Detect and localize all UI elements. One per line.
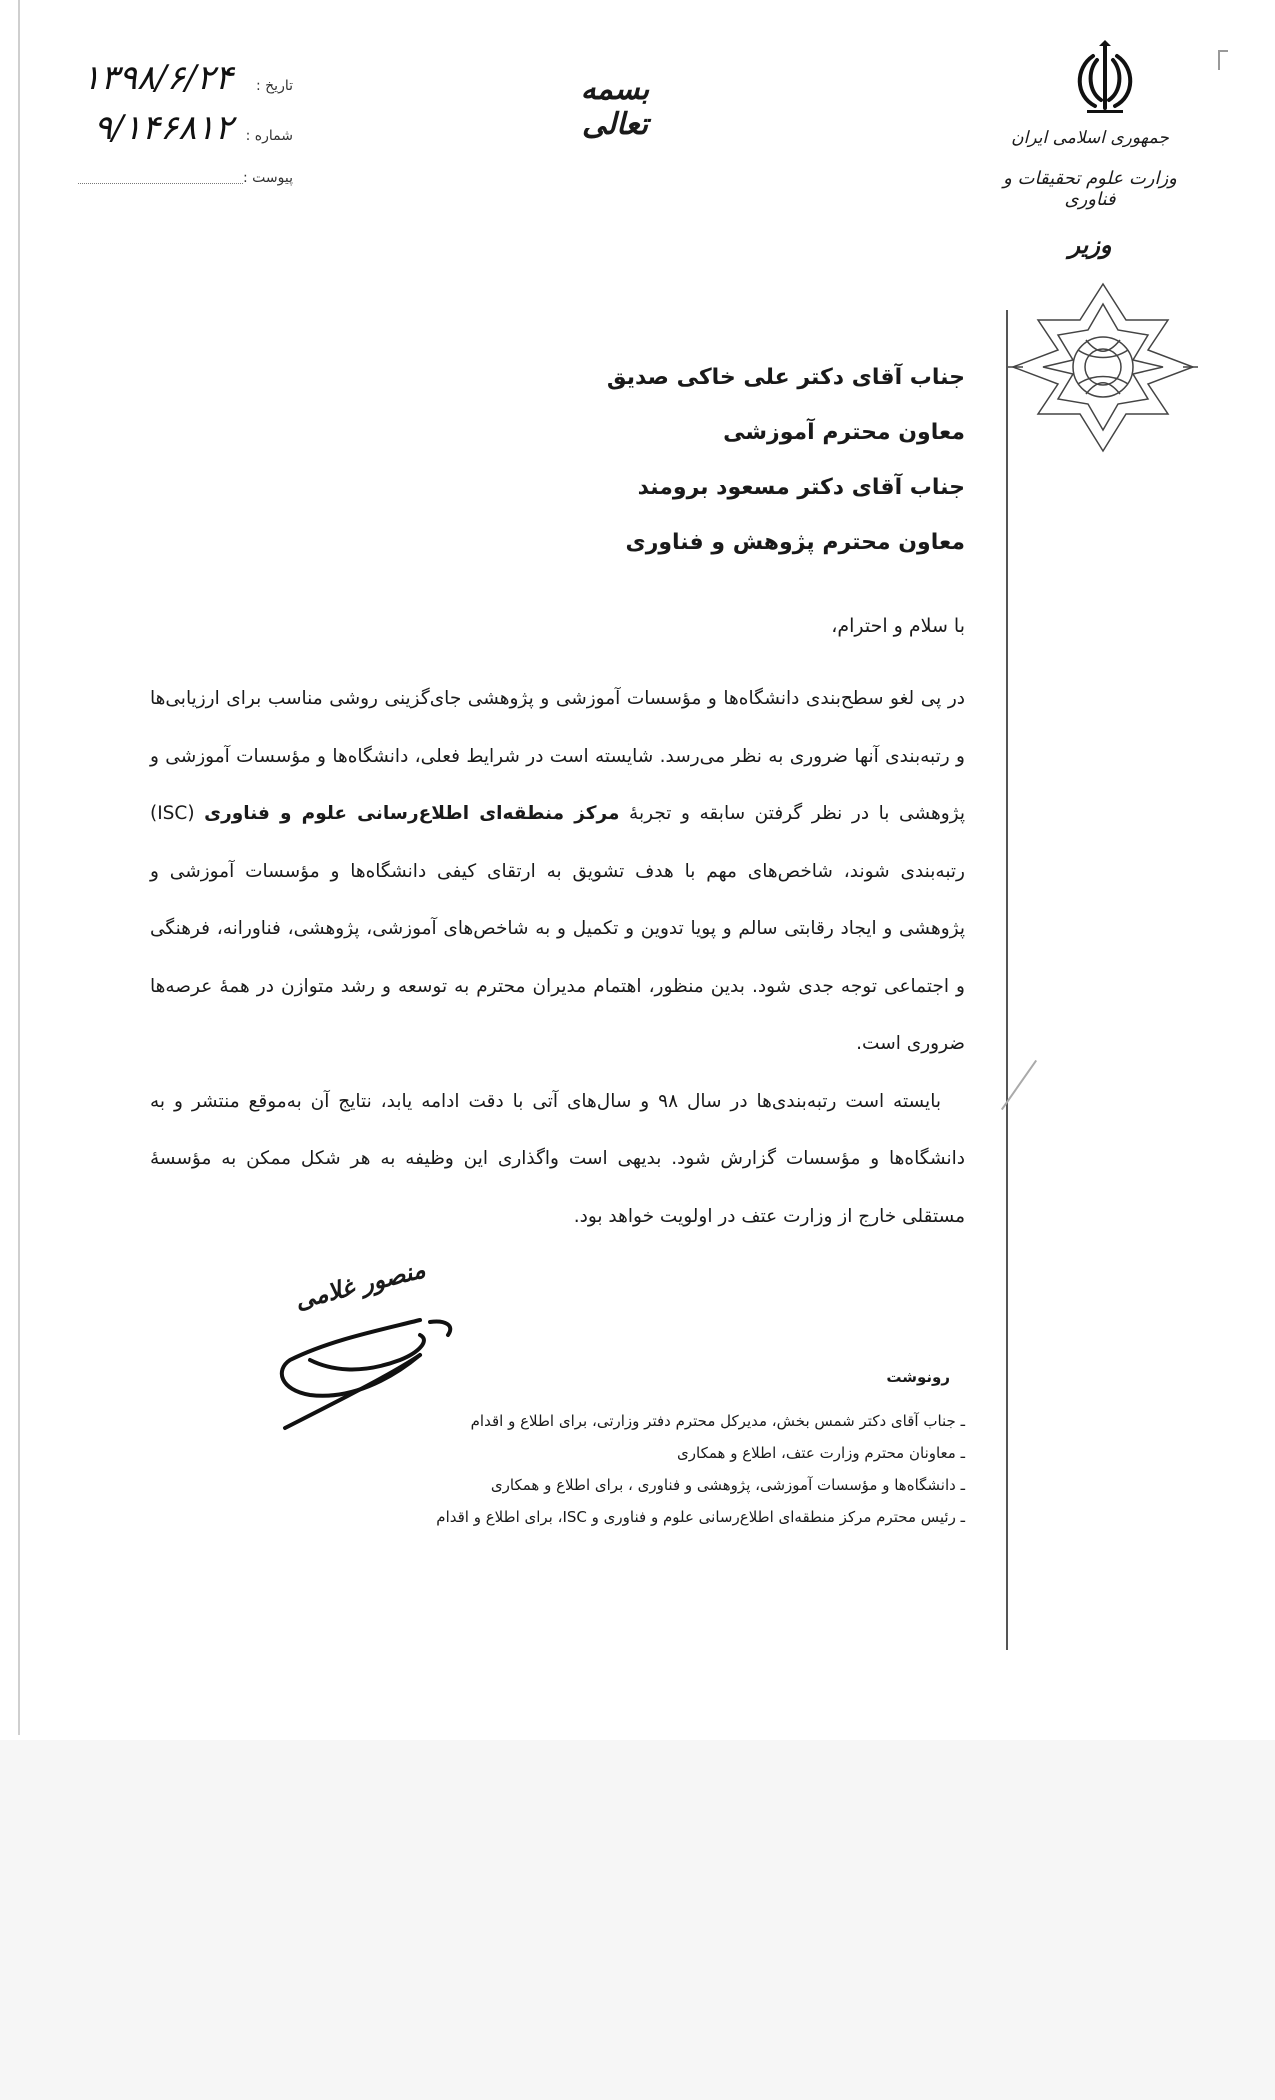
attachment-row — [78, 160, 293, 190]
signer-name: منصور غلامی — [291, 1254, 429, 1315]
republic-title: جمهوری اسلامی ایران — [1011, 128, 1169, 148]
office-title: وزیر — [1068, 230, 1112, 259]
cc-heading: رونوشت — [886, 1368, 950, 1386]
date-row — [78, 58, 293, 98]
greeting: با سلام و احترام، — [831, 615, 965, 637]
addressee-line: معاون محترم پژوهش و فناوری — [625, 530, 965, 555]
number-value: ۹/۱۴۶۸۱۲ — [93, 108, 233, 148]
addressee-line: جناب آقای دکتر علی خاکی صدیق — [606, 365, 965, 390]
iran-emblem-icon — [1065, 38, 1145, 118]
letter-body — [150, 670, 965, 1245]
date-value: ۱۳۹۸/۶/۲۴ — [82, 58, 233, 98]
ornament-icon — [1008, 280, 1198, 455]
margin-rule — [1006, 310, 1008, 1650]
ministry-title: وزارت علوم تحقیقات و فناوری — [1003, 168, 1177, 210]
date-label: تاریخ : — [255, 78, 293, 94]
corner-mark — [1218, 50, 1228, 70]
body-p1-part-b: (ISC) رتبه‌بندی شوند، شاخص‌های مهم با هدف تشویق به ارتقای کیفی دانشگاه‌ها و مؤسسات آموزشی و پژوهشی و ایجاد رقابتی سالم و پویا تدوین و تکمیل و به شاخص‌های آموزشی، پژوهشی، فناورانه، فرهنگی و اجتماعی توجه جدی شود. بدین منظور، اهتمام مدیران محترم به توسعه و رشد متوازن در همهٔ عرصه‌ها ضروری است. — [150, 803, 965, 1054]
number-label: شماره : — [245, 128, 293, 144]
cc-item: ـ معاونان محترم وزارت عتف، اطلاع و همکاری — [265, 1437, 965, 1469]
attachment-label: پیوست : — [243, 170, 293, 186]
body-p1-part-a: در پی لغو سطح‌بندی دانشگاه‌ها و مؤسسات آموزشی و پژوهشی جای‌گزینی روشی مناسب برای ارزیابی‌ها و رتبه‌بندی آنها ضروری به نظر می‌رسد. شایسته است در شرایط فعلی، دانشگاه‌ها و مؤسسات آموزشی و پژوهشی با در نظر گرفتن سابقه و تجربهٔ — [150, 688, 965, 824]
scan-edge — [18, 0, 20, 1735]
cc-item: ـ جناب آقای دکتر شمس بخش، مدیرکل محترم دفتر وزارتی، برای اطلاع و اقدام — [265, 1405, 965, 1437]
addressee-block — [405, 350, 965, 570]
body-p1-bold: مرکز منطقه‌ای اطلاع‌رسانی علوم و فناوری — [204, 803, 620, 824]
cc-item: ـ دانشگاه‌ها و مؤسسات آموزشی، پژوهشی و فناوری ، برای اطلاع و همکاری — [265, 1469, 965, 1501]
body-paragraph-2: بایسته است رتبه‌بندی‌ها در سال ۹۸ و سال‌های آتی با دقت ادامه یابد، نتایج آن به‌موقع منتشر و به دانشگاه‌ها و مؤسسات گزارش شود. بدیهی است واگذاری این وظیفه به هر شکل ممکن به مؤسسهٔ مستقلی خارج از وزارت عتف در اولویت خواهد بود. — [150, 1090, 965, 1227]
addressee-line: جناب آقای دکتر مسعود برومند — [637, 475, 965, 500]
attachment-dotted-line — [78, 183, 243, 184]
cc-item: ـ رئیس محترم مرکز منطقه‌ای اطلاع‌رسانی علوم و فناوری و ISC، برای اطلاع و اقدام — [265, 1501, 965, 1533]
invocation: بسمه تعالی — [580, 72, 650, 142]
body-paragraph-1 — [150, 670, 965, 1073]
cc-list — [265, 1405, 965, 1533]
number-row — [78, 108, 293, 148]
addressee-line: معاون محترم آموزشی — [723, 420, 965, 445]
